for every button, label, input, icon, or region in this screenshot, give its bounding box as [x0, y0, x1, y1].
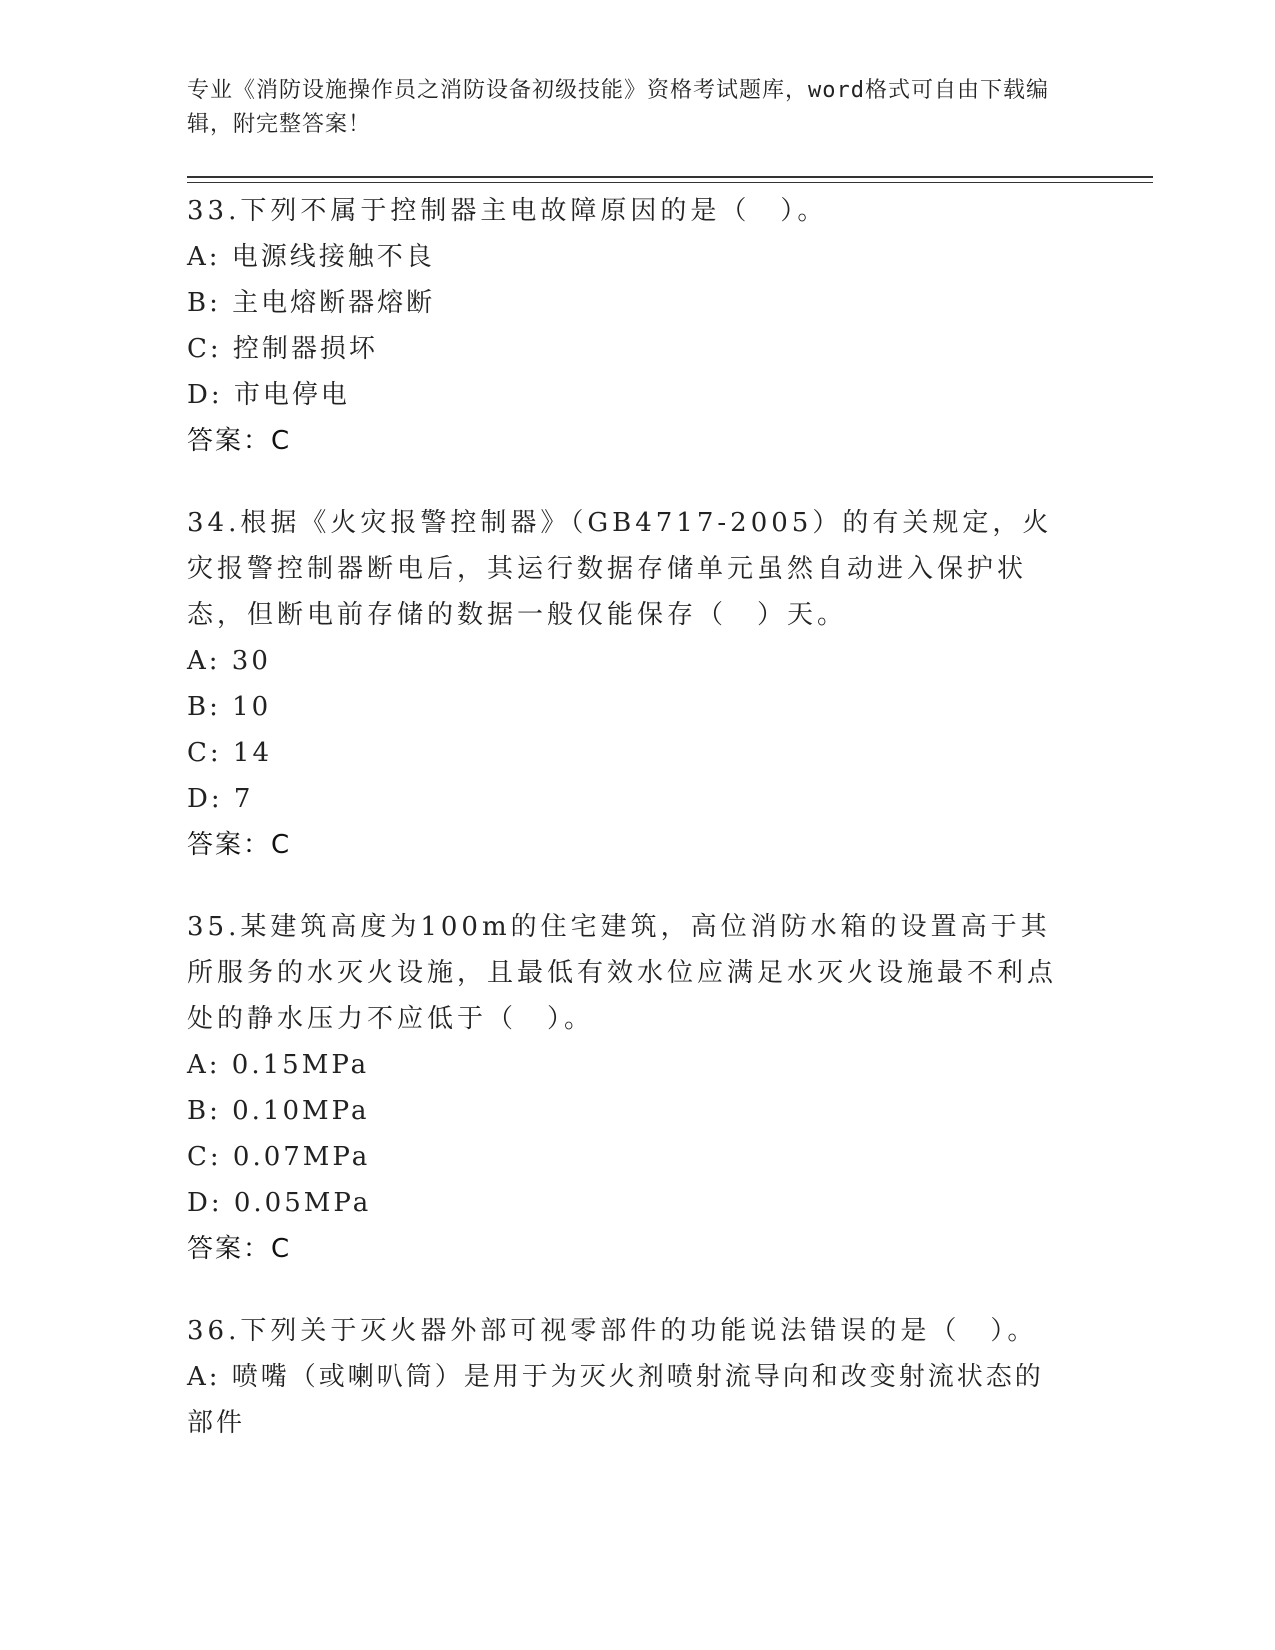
answer-line: 答案：C: [187, 830, 292, 860]
option-b: B: 主电熔断器熔断: [187, 288, 436, 318]
question-stem: 36.下列关于灭火器外部可视零部件的功能说法错误的是（ ）。: [187, 1316, 1038, 1346]
question-list: [187, 188, 1067, 1482]
option-b: B: 0.10MPa: [187, 1096, 370, 1126]
question-34: [187, 500, 1067, 868]
question-35: [187, 904, 1067, 1272]
header-divider-thick: [187, 176, 1153, 178]
header-divider-thin: [187, 182, 1153, 183]
option-d: D: 市电停电: [187, 380, 350, 410]
option-a: A: 喷嘴（或喇叭筒）是用于为灭火剂喷射流导向和改变射流状态的部件: [187, 1362, 1044, 1438]
question-stem: 34.根据《火灾报警控制器》（GB4717-2005）的有关规定，火灾报警控制器断电后，其运行数据存储单元虽然自动进入保护状态，但断电前存储的数据一般仅能保存（ ）天。: [187, 508, 1053, 630]
option-c: C: 14: [187, 738, 273, 768]
option-b: B: 10: [187, 692, 272, 722]
question-36: [187, 1308, 1067, 1446]
document-header: 专业《消防设施操作员之消防设备初级技能》资格考试题库，word格式可自由下载编辑，附完整答案！: [187, 78, 1049, 137]
option-a: A: 0.15MPa: [187, 1050, 370, 1080]
question-stem: 33.下列不属于控制器主电故障原因的是（ ）。: [187, 196, 828, 226]
option-d: D: 0.05MPa: [187, 1188, 372, 1218]
option-a: A: 电源线接触不良: [187, 242, 435, 272]
question-stem: 35.某建筑高度为100m的住宅建筑，高位消防水箱的设置高于其所服务的水灭火设施，且最低有效水位应满足水灭火设施最不利点处的静水压力不应低于（ ）。: [187, 912, 1058, 1034]
option-c: C: 控制器损坏: [187, 334, 378, 364]
answer-line: 答案：C: [187, 426, 292, 456]
answer-line: 答案：C: [187, 1234, 292, 1264]
option-a: A: 30: [187, 646, 271, 676]
question-33: [187, 188, 1067, 464]
option-c: C: 0.07MPa: [187, 1142, 371, 1172]
option-d: D: 7: [187, 784, 254, 814]
